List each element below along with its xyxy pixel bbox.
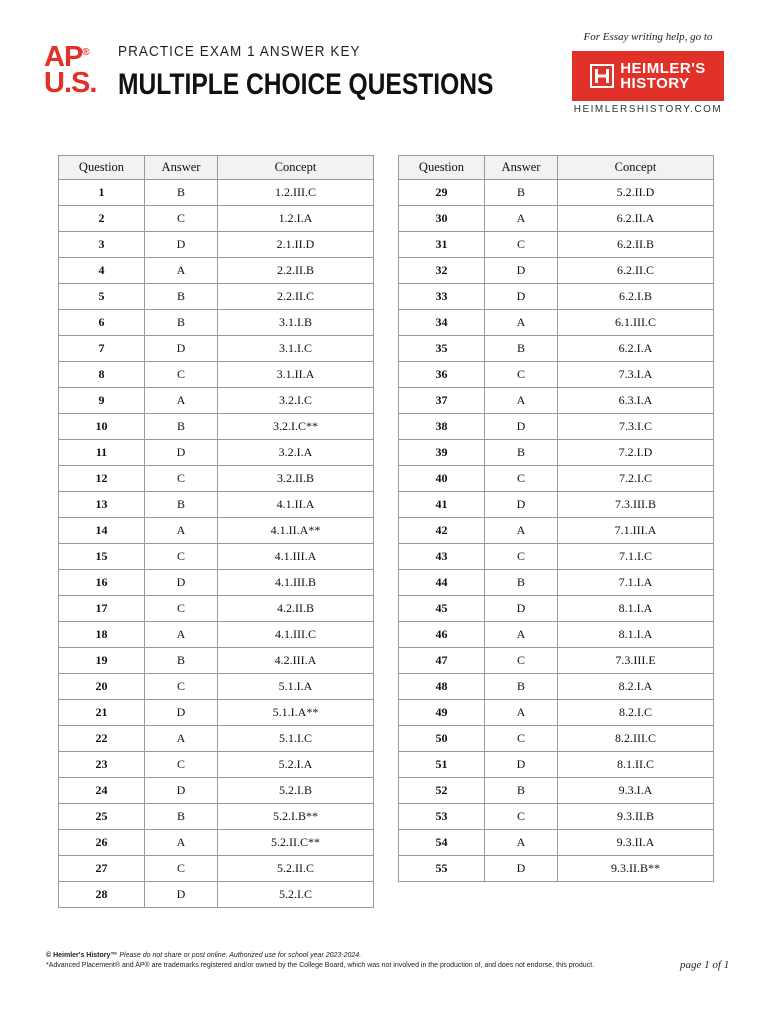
table-row [399, 232, 714, 258]
table-row [59, 518, 374, 544]
concept-code: 6.2.II.A [558, 206, 714, 232]
answer-letter: A [145, 830, 218, 856]
footer-notice: Please do not share or post online. Authorized use for school year 2023-2024. [119, 952, 362, 959]
concept-code: 4.1.III.A [218, 544, 374, 570]
answer-letter: A [485, 310, 558, 336]
answer-table-right [398, 155, 714, 882]
table-row [399, 830, 714, 856]
answer-table-left [58, 155, 374, 908]
table-row [59, 440, 374, 466]
concept-code: 5.2.II.C [218, 856, 374, 882]
table-row [399, 856, 714, 882]
question-number: 54 [399, 830, 485, 856]
answer-letter: C [485, 648, 558, 674]
heimlers-h-icon [590, 64, 614, 88]
answer-letter: B [145, 648, 218, 674]
question-number: 50 [399, 726, 485, 752]
table-row [59, 492, 374, 518]
answer-letter: A [145, 726, 218, 752]
question-number: 32 [399, 258, 485, 284]
concept-code: 7.1.I.C [558, 544, 714, 570]
question-number: 28 [59, 882, 145, 908]
answer-letter: D [485, 492, 558, 518]
concept-code: 1.2.III.C [218, 180, 374, 206]
concept-code: 5.2.I.A [218, 752, 374, 778]
table-row [399, 544, 714, 570]
answer-letter: C [145, 544, 218, 570]
page-subtitle: PRACTICE EXAM 1 ANSWER KEY [118, 43, 361, 60]
concept-code: 4.1.III.B [218, 570, 374, 596]
answer-letter: D [485, 284, 558, 310]
question-number: 20 [59, 674, 145, 700]
concept-code: 4.1.III.C [218, 622, 374, 648]
table-row [399, 284, 714, 310]
question-number: 3 [59, 232, 145, 258]
concept-code: 2.1.II.D [218, 232, 374, 258]
logo-ap-text: AP [44, 41, 83, 73]
table-row [59, 232, 374, 258]
question-number: 12 [59, 466, 145, 492]
answer-letter: C [485, 232, 558, 258]
concept-code: 6.1.III.C [558, 310, 714, 336]
answer-letter: D [145, 336, 218, 362]
concept-code: 8.1.I.A [558, 596, 714, 622]
question-number: 17 [59, 596, 145, 622]
answer-letter: B [485, 674, 558, 700]
table-row [399, 518, 714, 544]
question-number: 29 [399, 180, 485, 206]
concept-code: 3.2.II.B [218, 466, 374, 492]
table-row [399, 362, 714, 388]
table-row [59, 804, 374, 830]
concept-code: 2.2.II.C [218, 284, 374, 310]
concept-code: 8.2.III.C [558, 726, 714, 752]
table-row [399, 388, 714, 414]
concept-code: 5.1.I.A [218, 674, 374, 700]
answer-letter: C [145, 752, 218, 778]
question-number: 8 [59, 362, 145, 388]
table-row [59, 414, 374, 440]
concept-code: 7.3.III.B [558, 492, 714, 518]
table-row [59, 570, 374, 596]
concept-code: 3.1.I.B [218, 310, 374, 336]
concept-code: 5.2.II.D [558, 180, 714, 206]
answer-letter: A [145, 622, 218, 648]
concept-code: 4.2.II.B [218, 596, 374, 622]
table-row [59, 362, 374, 388]
answer-letter: C [145, 856, 218, 882]
question-number: 51 [399, 752, 485, 778]
concept-code: 3.2.I.C** [218, 414, 374, 440]
table-row [399, 206, 714, 232]
concept-code: 4.2.III.A [218, 648, 374, 674]
concept-code: 5.2.I.B** [218, 804, 374, 830]
question-number: 23 [59, 752, 145, 778]
answer-letter: D [485, 596, 558, 622]
answer-letter: D [145, 570, 218, 596]
page-title: MULTIPLE CHOICE QUESTIONS [118, 68, 494, 101]
answer-letter: D [145, 440, 218, 466]
answer-letter: C [485, 362, 558, 388]
question-number: 15 [59, 544, 145, 570]
question-number: 34 [399, 310, 485, 336]
concept-code: 7.3.III.E [558, 648, 714, 674]
question-number: 6 [59, 310, 145, 336]
answer-letter: B [485, 778, 558, 804]
footer-trademark: *Advanced Placement® and AP® are trademarks registered and/or owned by the College Board, which was not involved in the production of, and does not endorse, this product. [46, 962, 595, 969]
logo-us-text: U.S. [44, 67, 97, 99]
concept-code: 5.2.I.C [218, 882, 374, 908]
answer-letter: C [145, 362, 218, 388]
question-number: 11 [59, 440, 145, 466]
column-header-answer: Answer [485, 156, 558, 180]
answer-letter: A [485, 388, 558, 414]
answer-letter: B [485, 570, 558, 596]
answer-letter: A [145, 258, 218, 284]
question-number: 39 [399, 440, 485, 466]
question-number: 2 [59, 206, 145, 232]
answer-letter: A [485, 622, 558, 648]
question-number: 40 [399, 466, 485, 492]
answer-letter: A [485, 206, 558, 232]
concept-code: 3.2.I.C [218, 388, 374, 414]
concept-code: 8.2.I.C [558, 700, 714, 726]
brand-name-line2: HISTORY [620, 75, 690, 92]
answer-letter: D [145, 882, 218, 908]
table-row [59, 648, 374, 674]
question-number: 52 [399, 778, 485, 804]
table-row [399, 752, 714, 778]
table-row [399, 726, 714, 752]
heimlers-history-logo[interactable] [572, 51, 724, 101]
answer-letter: D [485, 856, 558, 882]
table-row [59, 466, 374, 492]
table-row [59, 856, 374, 882]
logo-registered-mark: ® [82, 47, 89, 58]
answer-letter: B [485, 440, 558, 466]
table-row [399, 310, 714, 336]
table-row [59, 674, 374, 700]
question-number: 31 [399, 232, 485, 258]
concept-code: 8.1.II.C [558, 752, 714, 778]
answer-letter: A [145, 388, 218, 414]
column-header-question: Question [59, 156, 145, 180]
table-row [399, 258, 714, 284]
answer-letter: C [485, 544, 558, 570]
concept-code: 9.3.II.A [558, 830, 714, 856]
answer-letter: C [145, 674, 218, 700]
table-row [399, 414, 714, 440]
question-number: 53 [399, 804, 485, 830]
answer-letter: C [485, 804, 558, 830]
table-row [59, 206, 374, 232]
concept-code: 5.2.II.C** [218, 830, 374, 856]
concept-code: 9.3.I.A [558, 778, 714, 804]
table-row [59, 310, 374, 336]
question-number: 47 [399, 648, 485, 674]
question-number: 7 [59, 336, 145, 362]
concept-code: 6.2.I.B [558, 284, 714, 310]
answer-letter: C [145, 466, 218, 492]
column-header-answer: Answer [145, 156, 218, 180]
table-row [399, 648, 714, 674]
question-number: 1 [59, 180, 145, 206]
table-row [399, 700, 714, 726]
answer-letter: C [145, 206, 218, 232]
table-row [59, 622, 374, 648]
table-row [59, 336, 374, 362]
table-row [399, 180, 714, 206]
concept-code: 6.2.II.C [558, 258, 714, 284]
question-number: 49 [399, 700, 485, 726]
table-row [59, 284, 374, 310]
table-row [399, 466, 714, 492]
question-number: 43 [399, 544, 485, 570]
concept-code: 5.1.I.A** [218, 700, 374, 726]
answer-letter: B [145, 310, 218, 336]
column-header-concept: Concept [218, 156, 374, 180]
footer-copyright: © Heimler's History™ [46, 952, 118, 959]
question-number: 10 [59, 414, 145, 440]
table-row [399, 570, 714, 596]
table-row [59, 830, 374, 856]
answer-letter: C [485, 726, 558, 752]
question-number: 18 [59, 622, 145, 648]
column-header-concept: Concept [558, 156, 714, 180]
answer-letter: D [145, 778, 218, 804]
answer-letter: B [145, 180, 218, 206]
concept-code: 6.2.II.B [558, 232, 714, 258]
table-row [59, 180, 374, 206]
question-number: 27 [59, 856, 145, 882]
question-number: 46 [399, 622, 485, 648]
answer-letter: A [485, 830, 558, 856]
question-number: 36 [399, 362, 485, 388]
question-number: 38 [399, 414, 485, 440]
concept-code: 1.2.I.A [218, 206, 374, 232]
concept-code: 6.2.I.A [558, 336, 714, 362]
table-row [399, 492, 714, 518]
concept-code: 7.3.I.C [558, 414, 714, 440]
concept-code: 9.3.II.B [558, 804, 714, 830]
concept-code: 7.1.I.A [558, 570, 714, 596]
table-row [59, 596, 374, 622]
concept-code: 4.1.II.A [218, 492, 374, 518]
answer-letter: B [145, 284, 218, 310]
question-number: 24 [59, 778, 145, 804]
question-number: 37 [399, 388, 485, 414]
table-row [59, 752, 374, 778]
table-row [399, 336, 714, 362]
answer-letter: B [485, 180, 558, 206]
table-row [59, 700, 374, 726]
question-number: 4 [59, 258, 145, 284]
table-row [59, 544, 374, 570]
concept-code: 3.2.I.A [218, 440, 374, 466]
question-number: 26 [59, 830, 145, 856]
table-row [399, 596, 714, 622]
concept-code: 8.2.I.A [558, 674, 714, 700]
concept-code: 3.1.II.A [218, 362, 374, 388]
answer-letter: A [145, 518, 218, 544]
question-number: 55 [399, 856, 485, 882]
question-number: 16 [59, 570, 145, 596]
table-row [399, 804, 714, 830]
table-row [59, 726, 374, 752]
concept-code: 7.1.III.A [558, 518, 714, 544]
question-number: 44 [399, 570, 485, 596]
answer-letter: D [145, 700, 218, 726]
concept-code: 5.2.I.B [218, 778, 374, 804]
question-number: 21 [59, 700, 145, 726]
question-number: 14 [59, 518, 145, 544]
table-row [399, 440, 714, 466]
concept-code: 4.1.II.A** [218, 518, 374, 544]
concept-code: 2.2.II.B [218, 258, 374, 284]
table-row [59, 258, 374, 284]
table-row [399, 778, 714, 804]
concept-code: 7.2.I.C [558, 466, 714, 492]
brand-url-link[interactable]: HEIMLERSHISTORY.COM [573, 104, 723, 115]
answer-letter: D [145, 232, 218, 258]
column-header-question: Question [399, 156, 485, 180]
answer-letter: B [145, 414, 218, 440]
page-number: page 1 of 1 [680, 959, 730, 971]
question-number: 13 [59, 492, 145, 518]
answer-letter: B [145, 492, 218, 518]
question-number: 33 [399, 284, 485, 310]
question-number: 42 [399, 518, 485, 544]
question-number: 9 [59, 388, 145, 414]
question-number: 45 [399, 596, 485, 622]
answer-letter: C [485, 466, 558, 492]
ap-us-logo [44, 41, 106, 99]
answer-letter: A [485, 700, 558, 726]
concept-code: 8.1.I.A [558, 622, 714, 648]
answer-letter: A [485, 518, 558, 544]
concept-code: 3.1.I.C [218, 336, 374, 362]
concept-code: 7.3.I.A [558, 362, 714, 388]
table-row [59, 778, 374, 804]
question-number: 48 [399, 674, 485, 700]
question-number: 5 [59, 284, 145, 310]
answer-letter: D [485, 414, 558, 440]
table-row [59, 882, 374, 908]
question-number: 30 [399, 206, 485, 232]
concept-code: 9.3.II.B** [558, 856, 714, 882]
answer-letter: B [145, 804, 218, 830]
concept-code: 6.3.I.A [558, 388, 714, 414]
table-row [399, 622, 714, 648]
question-number: 25 [59, 804, 145, 830]
concept-code: 7.2.I.D [558, 440, 714, 466]
answer-letter: D [485, 258, 558, 284]
table-row [59, 388, 374, 414]
brand-name-line1: HEIMLER'S [620, 60, 706, 77]
question-number: 41 [399, 492, 485, 518]
answer-letter: C [145, 596, 218, 622]
answer-letter: D [485, 752, 558, 778]
question-number: 22 [59, 726, 145, 752]
answer-letter: B [485, 336, 558, 362]
question-number: 19 [59, 648, 145, 674]
promo-text: For Essay writing help, go to [583, 31, 713, 43]
footer [46, 951, 594, 971]
concept-code: 5.1.I.C [218, 726, 374, 752]
table-row [399, 674, 714, 700]
question-number: 35 [399, 336, 485, 362]
